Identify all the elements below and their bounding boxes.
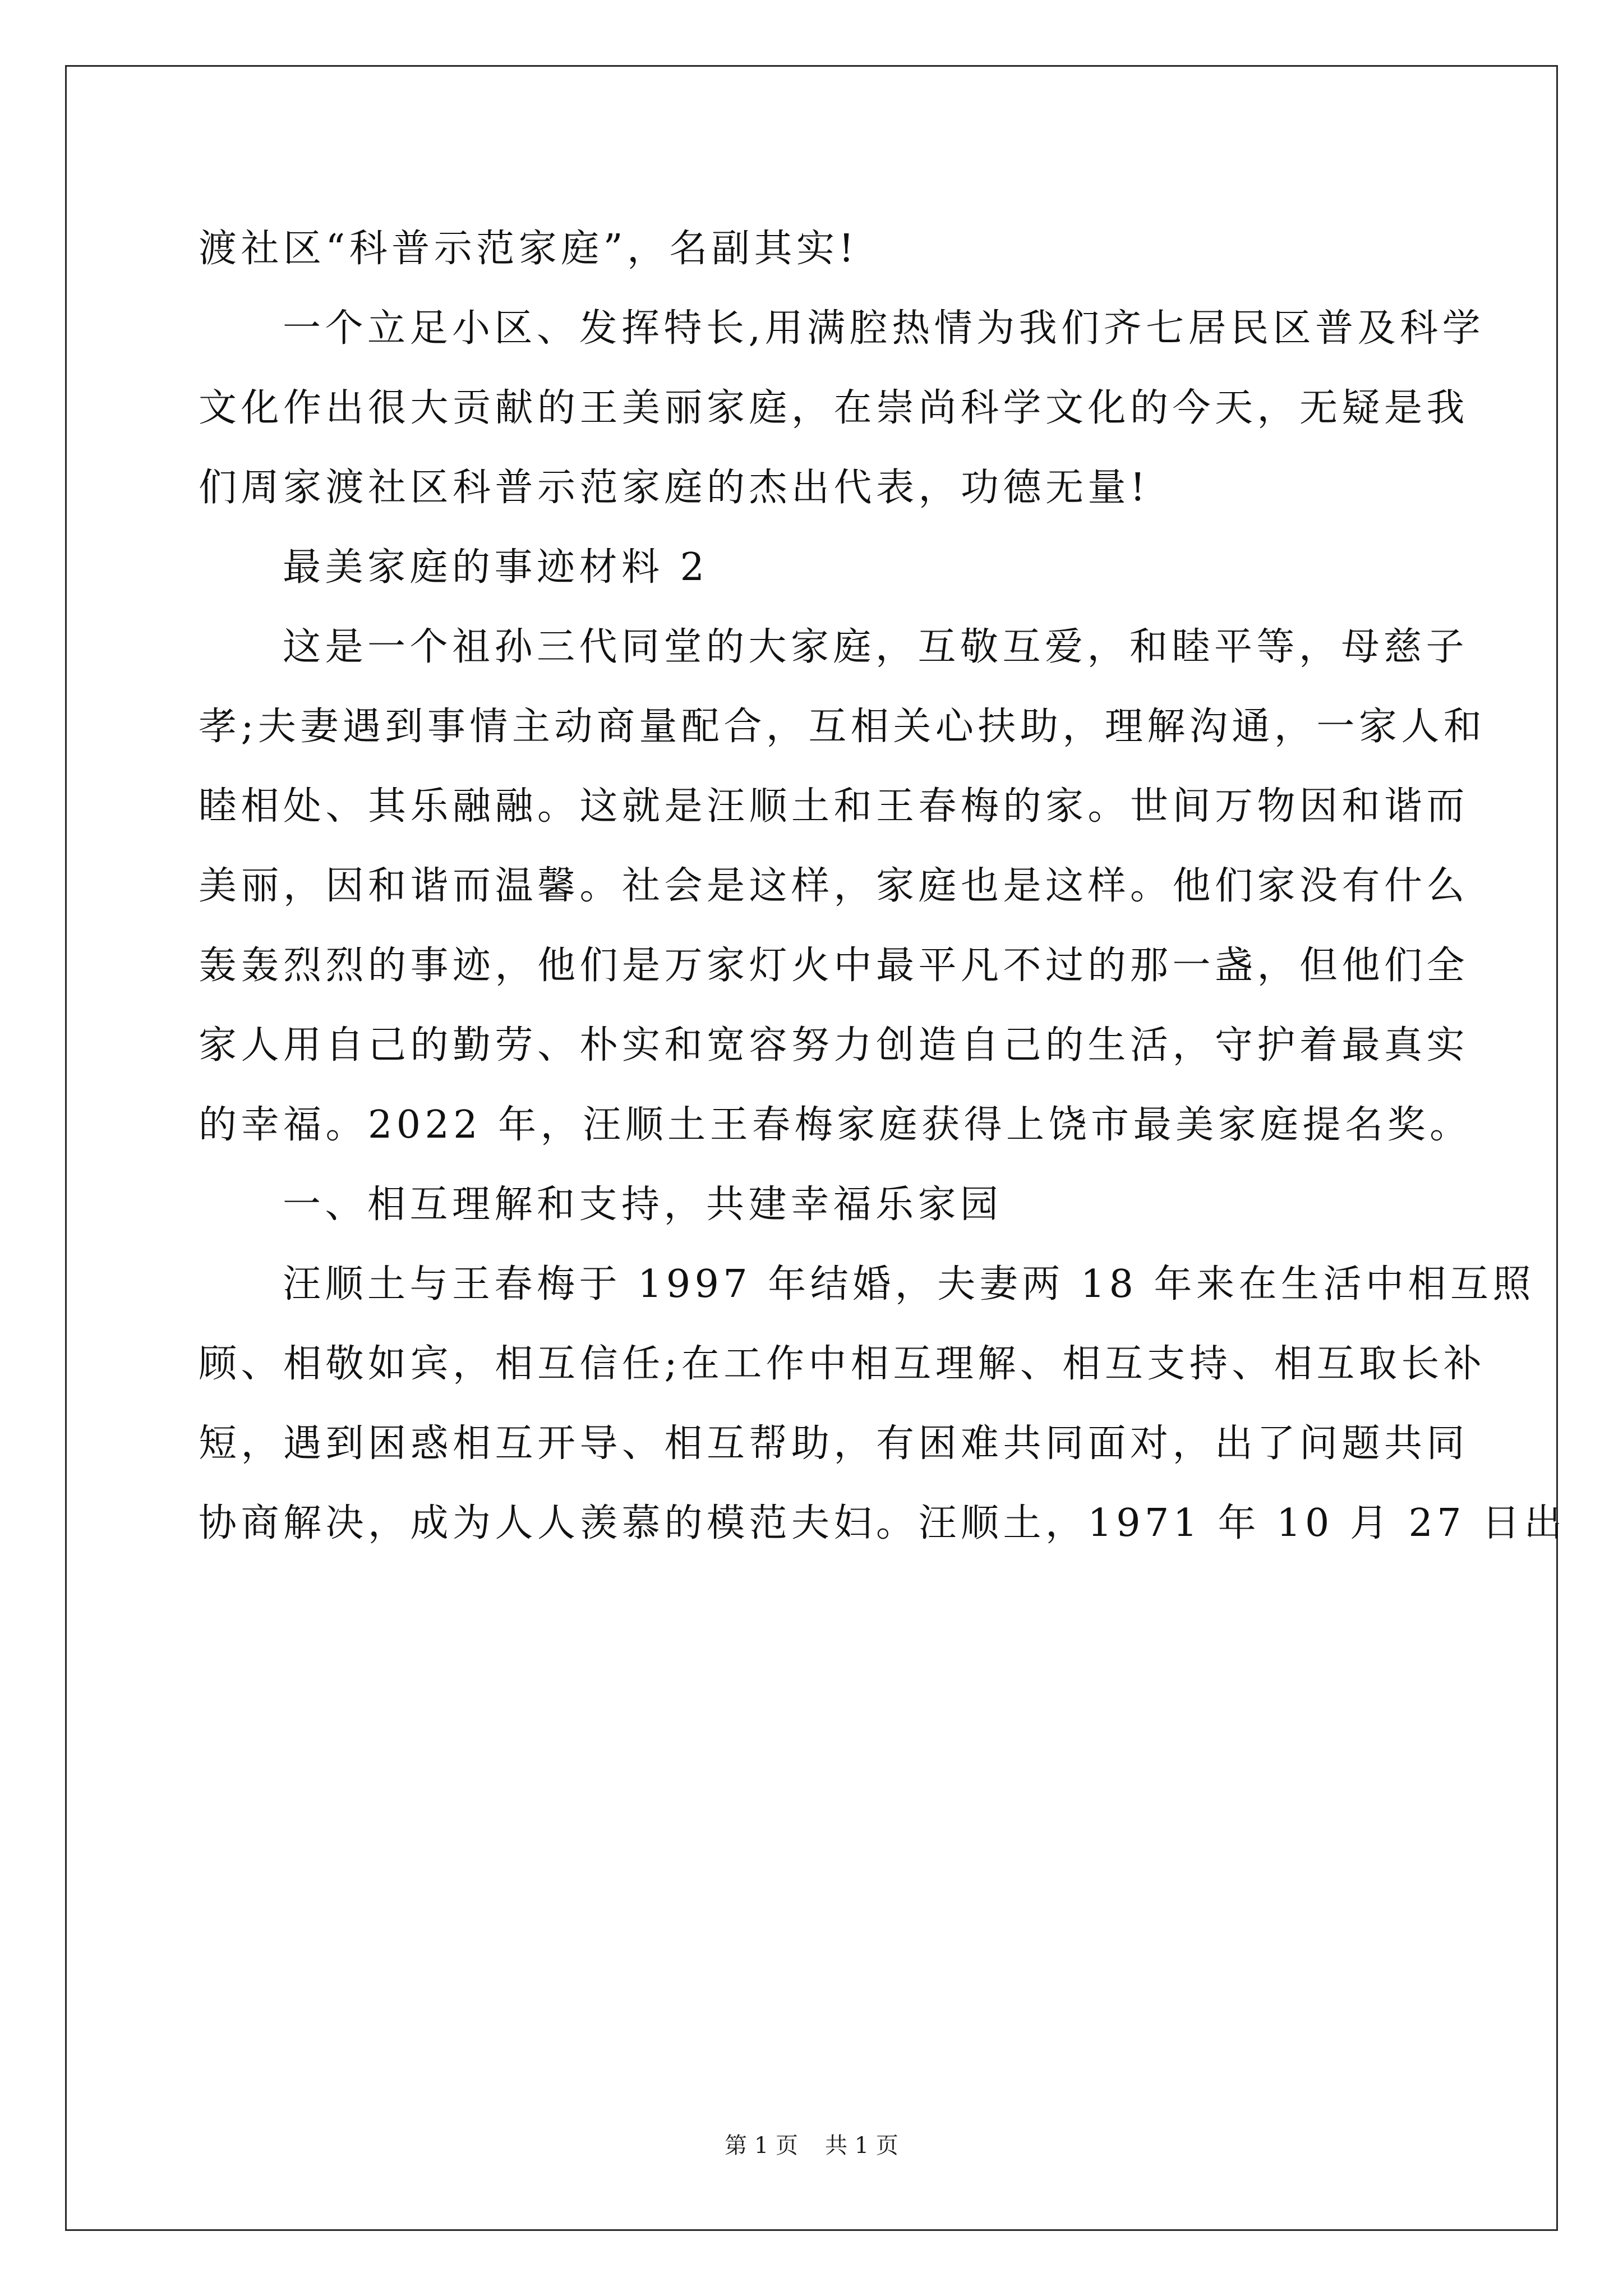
text-line: 家人用自己的勤劳、朴实和宽容努力创造自己的生活，守护着最真实 <box>199 1023 1469 1068</box>
text-line: 的幸福。2022 年，汪顺土王春梅家庭获得上饶市最美家庭提名奖。 <box>199 1103 1472 1147</box>
text-line: 美丽，因和谐而温馨。社会是这样，家庭也是这样。他们家没有什么 <box>199 864 1469 908</box>
text-line: 最美家庭的事迹材料 2 <box>283 545 709 590</box>
text-line: 孝;夫妻遇到事情主动商量配合，互相关心扶助，理解沟通，一家人和 <box>199 705 1486 749</box>
page-number: 第 1 页 <box>725 2133 798 2159</box>
text-line: 轰轰烈烈的事迹，他们是万家灯火中最平凡不过的那一盏，但他们全 <box>199 944 1469 988</box>
text-line: 一个立足小区、发挥特长,用满腔热情为我们齐七居民区普及科学 <box>283 306 1485 351</box>
text-line: 短，遇到困惑相互开导、相互帮助，有困难共同面对，出了问题共同 <box>199 1421 1469 1466</box>
text-line: 们周家渡社区科普示范家庭的杰出代表，功德无量! <box>199 466 1150 510</box>
text-line: 这是一个祖孙三代同堂的大家庭，互敬互爱，和睦平等，母慈子 <box>283 625 1469 669</box>
text-line: 文化作出很大贡献的王美丽家庭，在崇尚科学文化的今天，无疑是我 <box>199 386 1469 430</box>
page-total: 共 1 页 <box>825 2133 898 2159</box>
text-line: 汪顺土与王春梅于 1997 年结婚，夫妻两 18 年来在生活中相互照 <box>283 1262 1536 1306</box>
page-footer <box>0 2129 1623 2162</box>
text-line: 协商解决，成为人人羡慕的模范夫妇。汪顺土，1971 年 10 月 27 日出 <box>199 1501 1567 1545</box>
text-line: 睦相处、其乐融融。这就是汪顺土和王春梅的家。世间万物因和谐而 <box>199 784 1469 829</box>
text-line: 渡社区“科普示范家庭”，名副其实! <box>199 227 859 271</box>
text-line: 一、相互理解和支持，共建幸福乐家园 <box>283 1182 1003 1227</box>
document-body <box>199 209 1567 1563</box>
text-line: 顾、相敬如宾，相互信任;在工作中相互理解、相互支持、相互取长补 <box>199 1342 1486 1386</box>
